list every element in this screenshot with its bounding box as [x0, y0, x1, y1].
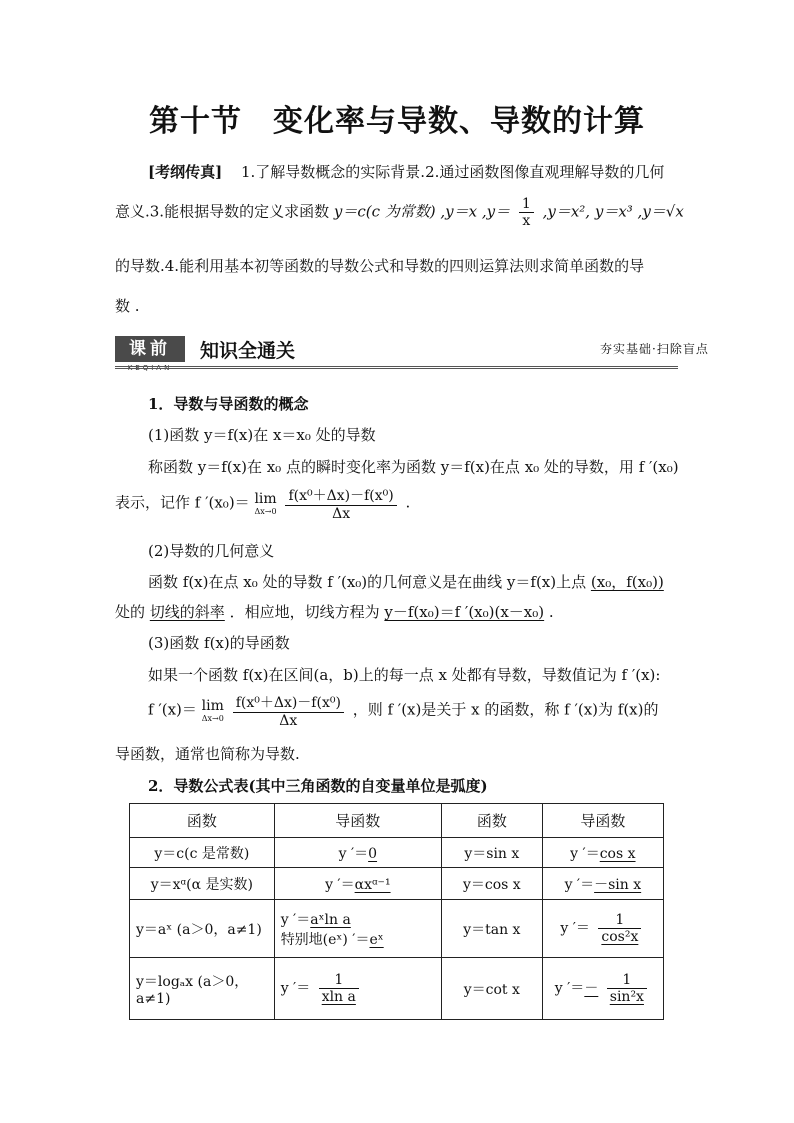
fraction	[598, 912, 641, 945]
paragraph-2	[115, 485, 410, 522]
lim-text: lim	[254, 491, 277, 507]
syllabus-text-2c: ,y＝x², y＝x³ ,y＝√x	[542, 202, 684, 221]
section-tag-sub: KEQIAN	[127, 364, 173, 372]
cell-answer: 0	[368, 845, 378, 862]
limit-symbol	[202, 698, 224, 723]
cell-answer: －sin x	[594, 876, 642, 893]
cell-text: y ′＝	[325, 876, 355, 893]
frac-den: cos²x	[601, 929, 639, 945]
cell-answer: －	[584, 980, 599, 997]
paragraph-3-text: 函数 f(x)在点 x₀ 处的导数 f ′(x₀)的几何意义是在曲线 y＝f(x)上点	[148, 573, 587, 591]
table-cell: y＝tan x	[441, 900, 542, 958]
table-row	[130, 900, 664, 958]
paragraph-4-end: .	[548, 603, 554, 621]
table-cell	[274, 838, 441, 868]
table-cell	[130, 958, 275, 1020]
table-cell	[542, 868, 663, 900]
table-cell: y＝aˣ (a＞0，a≠1)	[130, 900, 275, 958]
table-cell	[542, 958, 663, 1020]
table-row	[130, 868, 664, 900]
section-tag: 课前	[115, 336, 185, 362]
cell-text: y＝logₐx (a＞0，	[136, 973, 249, 990]
cell-text: y ′＝	[338, 845, 369, 862]
syllabus-text-1: 1.了解导数概念的实际背景.2.通过函数图像直观理解导数的几何	[240, 163, 665, 181]
cell-text: y ′＝	[570, 845, 600, 862]
frac-den: sin²x	[609, 989, 644, 1005]
derivative-definition-fraction	[285, 485, 396, 522]
frac-num: 1	[519, 196, 534, 213]
syllabus-line-1	[148, 161, 664, 182]
heading-1-3: (3)函数 f(x)的导函数	[148, 634, 290, 652]
table-header-row	[130, 804, 664, 838]
fraction	[607, 972, 647, 1005]
section-rule	[115, 366, 678, 369]
lim-subscript: Δx→0	[201, 714, 224, 723]
tangent-point: (x₀，f(x₀))	[590, 573, 664, 591]
frac-num: 1	[607, 972, 647, 989]
cell-answer: eˣ	[369, 931, 384, 948]
cell-text: y ′＝	[554, 980, 585, 997]
section-subtitle: 夯实基础·扫除盲点	[600, 342, 709, 356]
frac-num: f(x⁰＋Δx)－f(x⁰)	[285, 485, 396, 506]
cell-answer: αxᵅ⁻¹	[354, 876, 391, 893]
paragraph-4	[115, 601, 554, 622]
derivative-formula-table	[129, 803, 664, 1020]
table-header: 函数	[441, 804, 542, 838]
paragraph-4-text-a: 处的	[115, 603, 146, 621]
paragraph-6-text-a: f ′(x)＝	[148, 700, 197, 719]
table-cell: y＝xᵅ(α 是实数)	[130, 868, 275, 900]
syllabus-text-2b: y＝c(c 为常数) ,y＝x ,y＝	[333, 202, 511, 221]
table-header: 导函数	[274, 804, 441, 838]
syllabus-tag: [考纲传真]	[148, 163, 223, 181]
frac-den: x	[522, 213, 531, 229]
frac-den: xln a	[321, 989, 356, 1005]
paragraph-6-text-b: ，则 f ′(x)是关于 x 的函数，称 f ′(x)为 f(x)的	[352, 700, 659, 719]
table-cell	[542, 838, 663, 868]
table-header: 函数	[130, 804, 275, 838]
cell-text: y ′＝	[564, 876, 595, 893]
fraction-one-over-x	[519, 196, 534, 229]
syllabus-text-2a: 意义.3.能根据导数的定义求函数	[115, 202, 330, 221]
cell-text: y ′＝	[280, 911, 311, 928]
tangent-slope: 切线的斜率	[149, 603, 225, 621]
table-row	[130, 958, 664, 1020]
table-cell	[274, 900, 441, 958]
table-cell	[274, 868, 441, 900]
heading-1-1: (1)函数 y＝f(x)在 x＝x₀ 处的导数	[148, 426, 376, 444]
syllabus-line-4: 数 .	[115, 297, 140, 315]
paragraph-6	[148, 692, 659, 729]
frac-num: 1	[319, 972, 359, 989]
cell-answer: aˣln a	[310, 911, 351, 928]
frac-num: f(x⁰＋Δx)－f(x⁰)	[233, 692, 344, 713]
table-cell: y＝cot x	[441, 958, 542, 1020]
paragraph-7: 导函数，通常也简称为导数.	[115, 745, 300, 763]
tangent-equation: y－f(x₀)＝f ′(x₀)(x－x₀)	[384, 603, 545, 621]
table-cell	[542, 900, 663, 958]
frac-num: 1	[598, 912, 641, 929]
cell-text: 特别地(eˣ) ′＝	[280, 931, 370, 948]
frac-den: Δx	[279, 713, 298, 729]
cell-text: y ′＝	[280, 980, 311, 997]
table-cell: y＝sin x	[441, 838, 542, 868]
lim-text: lim	[201, 698, 224, 714]
heading-1-2: (2)导数的几何意义	[148, 542, 275, 560]
cell-answer: cos x	[599, 845, 636, 862]
derivative-function-fraction	[233, 692, 344, 729]
paragraph-5: 如果一个函数 f(x)在区间(a，b)上的每一点 x 处都有导数，导数值记为 f ′(x):	[148, 666, 661, 684]
lim-subscript: Δx→0	[254, 507, 277, 516]
heading-1: 1．导数与导函数的概念	[148, 395, 309, 413]
heading-2: 2．导数公式表(其中三角函数的自变量单位是弧度)	[148, 777, 488, 795]
table-row	[130, 838, 664, 868]
section-title: 知识全通关	[200, 340, 296, 362]
page-title: 第十节 变化率与导数、导数的计算	[149, 104, 645, 139]
limit-symbol	[254, 491, 276, 516]
paragraph-1: 称函数 y＝f(x)在 x₀ 点的瞬时变化率为函数 y＝f(x)在点 x₀ 处的导数，用 f ′(x₀)	[148, 458, 679, 476]
cell-text: y ′＝	[560, 920, 590, 937]
table-cell	[274, 958, 441, 1020]
cell-text: a≠1)	[136, 990, 171, 1007]
paragraph-2-end: .	[405, 493, 411, 512]
frac-den: Δx	[332, 506, 351, 522]
syllabus-line-2	[115, 196, 684, 229]
table-cell: y＝c(c 是常数)	[130, 838, 275, 868]
paragraph-3	[148, 571, 664, 592]
syllabus-line-3: 的导数.4.能利用基本初等函数的导数公式和导数的四则运算法则求简单函数的导	[115, 257, 645, 275]
table-cell: y＝cos x	[441, 868, 542, 900]
paragraph-2-text: 表示，记作 f ′(x₀)＝	[115, 493, 250, 512]
fraction	[319, 972, 359, 1005]
paragraph-4-text-b: ．相应地，切线方程为	[229, 603, 380, 621]
table-header: 导函数	[542, 804, 663, 838]
